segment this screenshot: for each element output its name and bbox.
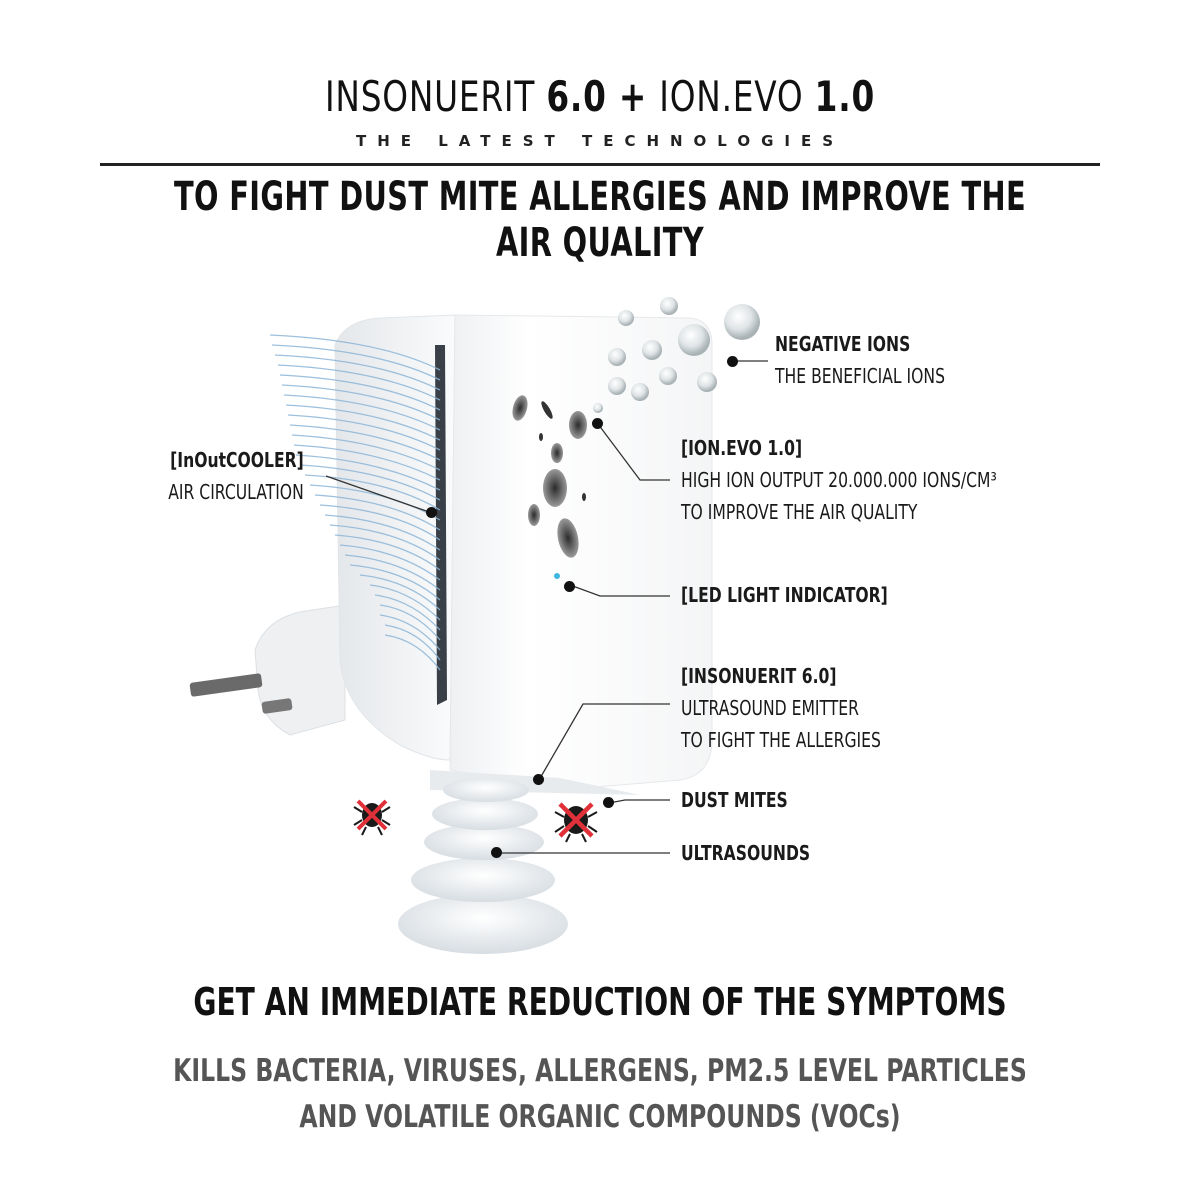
ultrasound-waves <box>398 778 568 954</box>
callout-desc: AIR CIRCULATION <box>168 480 304 504</box>
callout-led <box>681 579 888 611</box>
callout-dust-mites <box>681 784 788 816</box>
footer-line2: AND VOLATILE ORGANIC COMPOUNDS (VOCs) <box>299 1099 901 1135</box>
callout-title: NEGATIVE IONS <box>775 332 911 356</box>
title-brand-2: ION.EVO <box>659 72 815 121</box>
callout-inoutcooler <box>168 444 304 508</box>
headline: TO FIGHT DUST MITE ALLERGIES AND IMPROVE THE AIR QUALITY <box>174 174 1026 266</box>
callout-title: [INSONUERIT 6.0] <box>681 664 837 688</box>
callout-negative-ions <box>775 328 945 392</box>
footer-description <box>144 1048 1056 1140</box>
footer-headline: GET AN IMMEDIATE REDUCTION OF THE SYMPTOMS <box>193 980 1007 1024</box>
title-version-2: 1.0 <box>814 72 876 121</box>
callout-title: DUST MITES <box>681 788 788 812</box>
plug-icon <box>189 605 345 735</box>
inoutcooler-pointer-dot <box>426 507 437 518</box>
callout-line1: HIGH ION OUTPUT 20.000.000 IONS/CM³ <box>681 468 997 492</box>
callout-title: [LED LIGHT INDICATOR] <box>681 583 888 607</box>
title-plus: + <box>606 72 660 121</box>
negative-ions-pointer-dot <box>727 356 738 367</box>
footer-line1: KILLS BACTERIA, VIRUSES, ALLERGENS, PM2.5 LEVEL PARTICLES <box>173 1053 1027 1089</box>
callout-ultrasounds <box>681 837 810 869</box>
callout-ion-evo <box>681 432 997 528</box>
led-indicator-icon <box>554 573 560 579</box>
callout-line2: TO FIGHT THE ALLERGIES <box>681 728 881 752</box>
callout-insonuerit <box>681 660 881 756</box>
callout-desc: THE BENEFICIAL IONS <box>775 364 946 388</box>
title-version-1: 6.0 <box>546 72 607 121</box>
title-brand-1: INSONUERIT <box>324 72 547 121</box>
dust-mites-pointer-dot <box>603 797 614 808</box>
led-pointer-dot <box>564 581 575 592</box>
dust-mite-icon <box>354 801 390 835</box>
callout-line2: TO IMPROVE THE AIR QUALITY <box>681 500 918 524</box>
page-subtitle: THE LATEST TECHNOLOGIES <box>355 132 845 150</box>
ultrasounds-pointer-dot <box>491 847 502 858</box>
insonuerit-pointer-dot <box>533 774 544 785</box>
callout-title: [ION.EVO 1.0] <box>681 436 803 460</box>
callout-line1: ULTRASOUND EMITTER <box>681 696 860 720</box>
dust-mite-icon <box>555 804 597 842</box>
callout-title: [InOutCOOLER] <box>170 448 304 472</box>
ion-evo-pointer-dot <box>592 418 603 429</box>
callout-title: ULTRASOUNDS <box>681 841 811 865</box>
